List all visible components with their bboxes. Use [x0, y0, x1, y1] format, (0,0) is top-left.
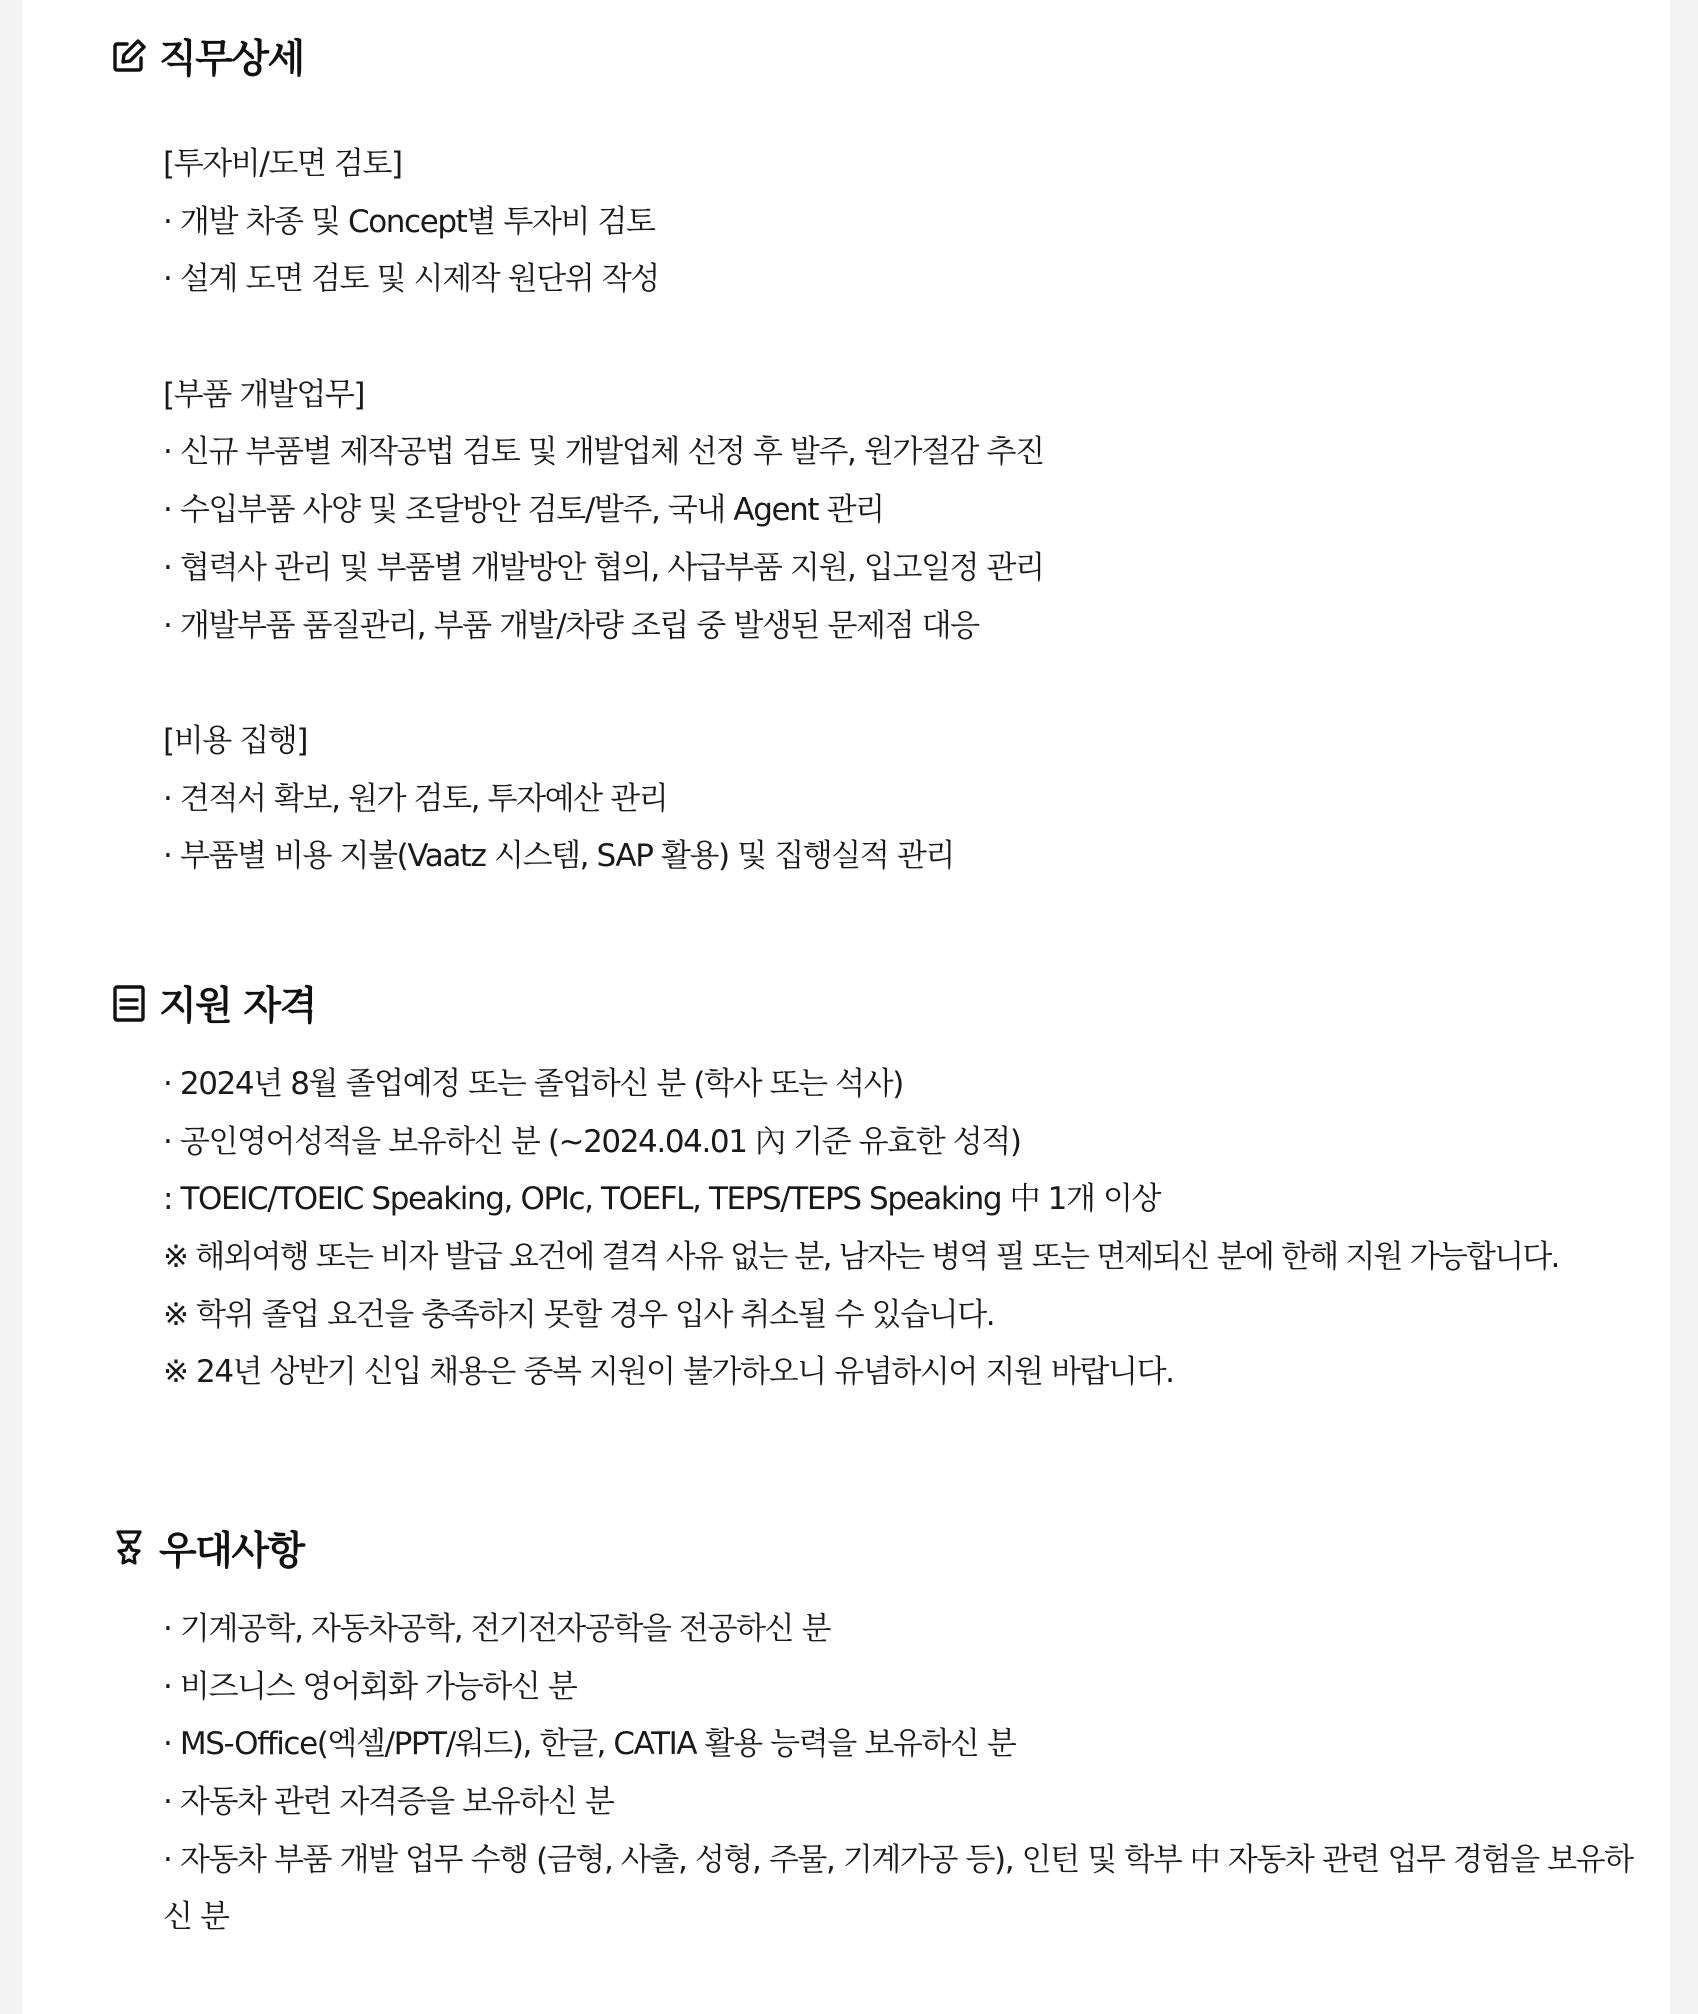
job-detail-content — [163, 136, 1633, 886]
list-item: · 수입부품 사양 및 조달방안 검토/발주, 국내 Agent 관리 — [163, 492, 884, 529]
edit-icon — [107, 34, 151, 78]
list-item: ※ 학위 졸업 요건을 충족하지 못할 경우 입사 취소될 수 있습니다. — [163, 1296, 995, 1333]
list-item: · 자동차 부품 개발 업무 수행 (금형, 사출, 성형, 주물, 기계가공 등), 인턴 및 학부 中 자동차 관련 업무 경험을 보유하신 분 — [163, 1841, 1633, 1936]
qualifications-header — [107, 973, 316, 1033]
job-detail-header — [107, 26, 304, 86]
group-heading: [투자비/도면 검토] — [163, 146, 402, 182]
award-ribbon-icon — [107, 1526, 151, 1570]
list-item: · 자동차 관련 자격증을 보유하신 분 — [163, 1784, 614, 1821]
list-item: · 견적서 확보, 원가 검토, 투자예산 관리 — [163, 780, 668, 817]
preferences-header — [107, 1518, 304, 1578]
preferences-content — [163, 1601, 1633, 1947]
job-detail-title: 직무상세 — [159, 37, 304, 82]
list-item: ※ 해외여행 또는 비자 발급 요건에 결격 사유 없는 분, 남자는 병역 필 또는 면제되신 분에 한해 지원 가능합니다. — [163, 1239, 1559, 1276]
list-item: · 비즈니스 영어회화 가능하신 분 — [163, 1668, 577, 1705]
list-item: : TOEIC/TOEIC Speaking, OPIc, TOEFL, TEPS/TEPS Speaking 中 1개 이상 — [163, 1181, 1161, 1218]
list-item: · 부품별 비용 지불(Vaatz 시스템, SAP 활용) 및 집행실적 관리 — [163, 838, 954, 875]
list-item: · 2024년 8월 졸업예정 또는 졸업하신 분 (학사 또는 석사) — [163, 1066, 903, 1102]
preferences-title: 우대사항 — [159, 1529, 304, 1574]
list-item: · 협력사 관리 및 부품별 개발방안 협의, 사급부품 지원, 입고일정 관리 — [163, 549, 1044, 586]
document-icon — [107, 981, 151, 1025]
list-item: · 개발 차종 및 Concept별 투자비 검토 — [163, 203, 655, 240]
list-item: · MS-Office(엑셀/PPT/워드), 한글, CATIA 활용 능력을 보유하신 분 — [163, 1726, 1016, 1763]
list-item: ※ 24년 상반기 신입 채용은 중복 지원이 불가하오니 유념하시어 지원 바랍니다. — [163, 1354, 1174, 1391]
qualifications-title: 지원 자격 — [159, 984, 316, 1029]
job-posting-page — [22, 0, 1670, 2014]
list-item: · 공인영어성적을 보유하신 분 (~2024.04.01 內 기준 유효한 성적) — [163, 1123, 1021, 1160]
list-item: · 기계공학, 자동차공학, 전기전자공학을 전공하신 분 — [163, 1611, 831, 1647]
list-item: · 개발부품 품질관리, 부품 개발/차량 조립 중 발생된 문제점 대응 — [163, 607, 979, 644]
qualifications-content — [163, 1056, 1633, 1402]
list-item: · 설계 도면 검토 및 시제작 원단위 작성 — [163, 261, 659, 298]
group-heading: [비용 집행] — [163, 722, 308, 759]
list-item: · 신규 부품별 제작공법 검토 및 개발업체 선정 후 발주, 원가절감 추진 — [163, 434, 1044, 471]
group-heading: [부품 개발업무] — [163, 376, 365, 413]
